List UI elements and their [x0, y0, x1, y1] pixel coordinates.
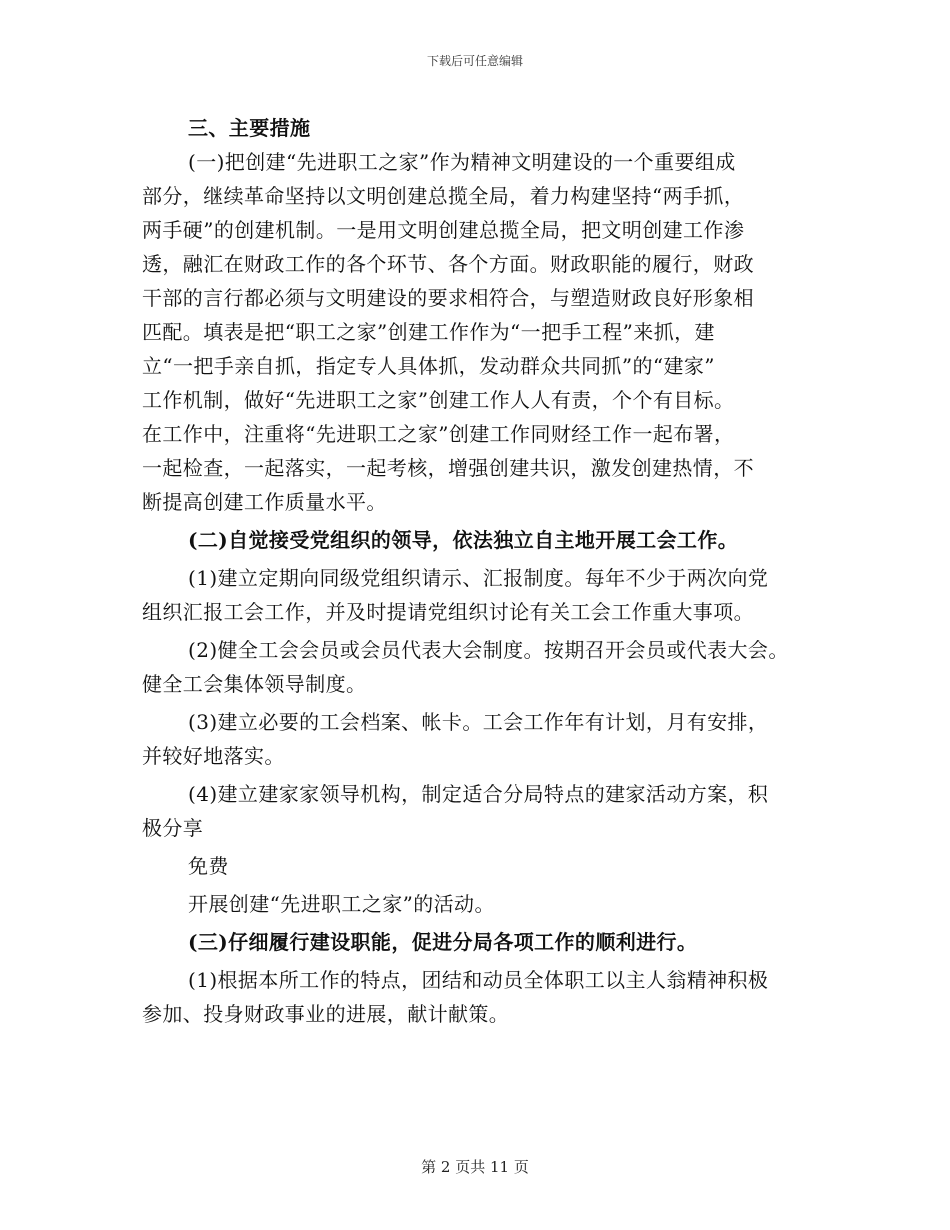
item-5 [142, 963, 822, 1031]
paragraph-line: 在工作中，注重将“先进职工之家”创建工作同财经工作一起布署， [142, 422, 735, 446]
item-line: (4)建立建家家领导机构，制定适合分局特点的建家活动方案，积 [188, 782, 769, 806]
page-footer: 第 2 页共 11 页 [421, 1158, 529, 1176]
paragraph-line: 断提高创建工作质量水平。 [142, 490, 387, 514]
paragraph-line: 立“一把手亲自抓，指定专人具体抓，发动群众共同抓”的“建家” [142, 354, 715, 378]
item-4 [142, 777, 822, 845]
paragraph-line: 两手硬”的创建机制。一是用文明创建总揽全局，把文明创建工作渗 [142, 218, 745, 242]
paragraph-line: 干部的言行都必须与文明建设的要求相符合，与塑造财政良好形象相 [142, 286, 754, 310]
item-2 [142, 633, 822, 701]
section-title: 三、主要措施 [188, 116, 311, 140]
item-line: (1)根据本所工作的特点，团结和动员全体职工以主人翁精神积极 [188, 968, 769, 992]
paragraph-line: 匹配。填表是把“职工之家”创建工作作为“一把手工程”来抓，建 [142, 320, 715, 344]
item-line: (1)建立定期向同级党组织请示、汇报制度。每年不少于两次向党 [188, 566, 769, 590]
paragraph-1 [142, 145, 822, 519]
subheading-2: (二)自觉接受党组织的领导，依法独立自主地开展工会工作。 [188, 528, 739, 552]
paragraph-line: 一起检查，一起落实，一起考核，增强创建共识，激发创建热情，不 [142, 456, 754, 480]
document-body [142, 111, 822, 1031]
item-line: 并较好地落实。 [142, 744, 285, 768]
item-4-continued: 开展创建“先进职工之家”的活动。 [188, 892, 495, 916]
item-1 [142, 561, 822, 629]
free-text: 免费 [188, 854, 229, 878]
paragraph-line: (一)把创建“先进职工之家”作为精神文明建设的一个重要组成 [188, 150, 736, 174]
subheading-3: (三)仔细履行建设职能，促进分局各项工作的顺利进行。 [188, 930, 698, 954]
item-line: (3)建立必要的工会档案、帐卡。工会工作年有计划，月有安排， [188, 710, 769, 734]
item-line: 极分享 [142, 816, 204, 840]
page-header: 下载后可任意编辑 [426, 54, 523, 68]
item-line: 参加、投身财政事业的进展，献计献策。 [142, 1002, 510, 1026]
item-line: 组织汇报工会工作，并及时提请党组织讨论有关工会工作重大事项。 [142, 600, 754, 624]
item-line: 健全工会集体领导制度。 [142, 672, 367, 696]
paragraph-line: 透，融汇在财政工作的各个环节、各个方面。财政职能的履行，财政 [142, 252, 754, 276]
paragraph-line: 部分，继续革命坚持以文明创建总揽全局，着力构建坚持“两手抓， [142, 184, 745, 208]
item-3 [142, 705, 822, 773]
paragraph-line: 工作机制，做好“先进职工之家”创建工作人人有责，个个有目标。 [142, 388, 735, 412]
item-line: (2)健全工会会员或会员代表大会制度。按期召开会员或代表大会。 [188, 638, 789, 662]
